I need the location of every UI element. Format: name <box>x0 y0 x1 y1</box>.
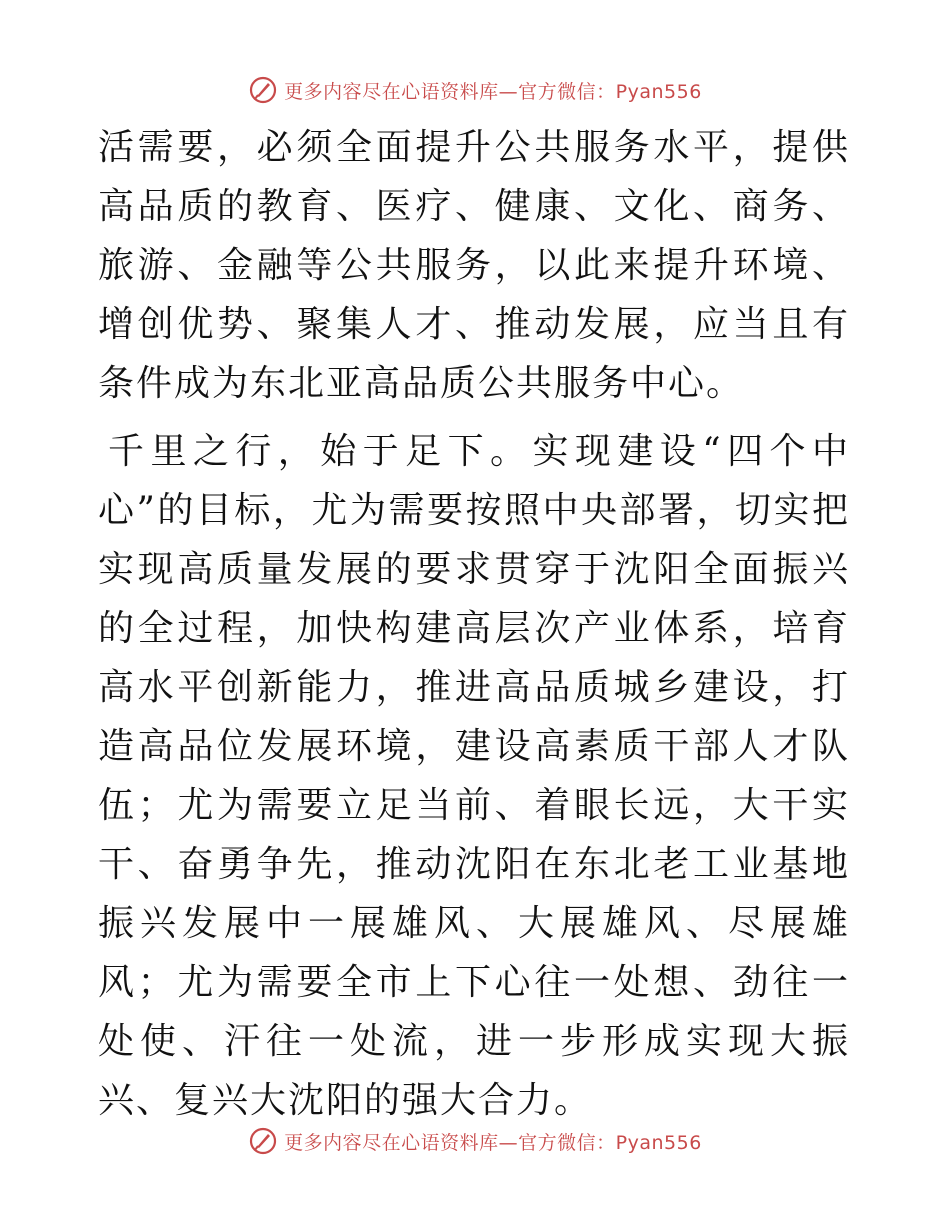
footer-banner <box>0 1123 950 1159</box>
paragraph-1: 活需要，必须全面提升公共服务水平，提供高品质的教育、医疗、健康、文化、商务、旅游、金融等公共服务，以此来提升环境、增创优势、聚集人才、推动发展，应当且有条件成为东北亚高品质公共服务中心。 <box>98 127 850 404</box>
header-banner-text: 更多内容尽在心语资料库—官方微信：Pyan556 <box>284 80 702 103</box>
header-banner <box>0 72 950 108</box>
quill-logo-icon <box>248 75 278 105</box>
paragraph-2: 千里之行，始于足下。实现建设“四个中心”的目标，尤为需要按照中央部署，切实把实现高质量发展的要求贯穿于沈阳全面振兴的全过程，加快构建高层次产业体系，培育高水平创新能力，推进高品质城乡建设，打造高品位发展环境，建设高素质干部人才队伍；尤为需要立足当前、着眼长远，大干实干、奋勇争先，推动沈阳在东北老工业基地振兴发展中一展雄风、大展雄风、尽展雄风；尤为需要全市上下心往一处想、劲往一处使、汗往一处流，进一步形成实现大振兴、复兴大沈阳的强大合力。 <box>98 431 850 1121</box>
document-body <box>98 118 850 1130</box>
footer-banner-text: 更多内容尽在心语资料库—官方微信：Pyan556 <box>284 1131 702 1154</box>
quill-logo-icon <box>248 1126 278 1156</box>
